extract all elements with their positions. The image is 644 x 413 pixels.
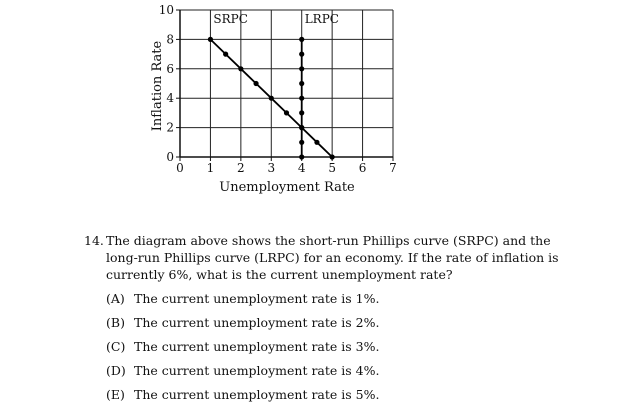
choice-letter: (D): [106, 363, 126, 378]
choice-text: The current unemployment rate is 3%.: [134, 339, 380, 354]
srpc-label: SRPC: [213, 12, 248, 26]
x-tick-label: 5: [328, 161, 336, 175]
lrpc-point: [299, 110, 304, 115]
srpc-point: [238, 66, 243, 71]
lrpc-point: [299, 96, 304, 101]
srpc-point: [269, 96, 274, 101]
y-tick-label: 10: [158, 3, 174, 17]
y-tick-label: 2: [166, 120, 174, 135]
answer-choices: [106, 291, 584, 402]
x-tick-label: 6: [358, 161, 367, 175]
question-block: [84, 232, 584, 411]
srpc-point: [253, 81, 258, 86]
x-axis-label: Unemployment Rate: [219, 180, 355, 195]
x-tick-label: 0: [176, 161, 184, 175]
choice-text: The current unemployment rate is 5%.: [134, 387, 380, 402]
x-tick-label: 2: [237, 161, 245, 175]
tick-labels: [159, 3, 397, 175]
lrpc-point: [299, 66, 304, 71]
lrpc-point: [299, 140, 304, 145]
choice-text: The current unemployment rate is 1%.: [134, 291, 380, 306]
choice-text: The current unemployment rate is 2%.: [134, 315, 380, 330]
question-number: 14.: [84, 233, 104, 248]
choice-a[interactable]: [106, 291, 584, 306]
question-text: The diagram above shows the short-run Phillips curve (SRPC) and the long-run Phillips curve (LRPC) for an economy. If the rate of inflation is currently 6%, what is the current unemployment rate?: [106, 233, 559, 282]
axes: [176, 10, 393, 161]
grid: [180, 10, 393, 157]
x-tick-label: 1: [206, 161, 215, 175]
lrpc-point: [299, 154, 304, 159]
lrpc-label: LRPC: [304, 12, 339, 26]
lrpc-point: [299, 81, 304, 86]
x-tick-label: 4: [297, 161, 306, 175]
choice-b[interactable]: [106, 315, 584, 330]
x-tick-label: 3: [267, 161, 276, 175]
choice-letter: (C): [106, 339, 126, 354]
y-tick-label: 8: [166, 32, 174, 47]
choice-letter: (E): [106, 387, 125, 402]
y-tick-label: 4: [166, 91, 174, 106]
srpc-point: [314, 140, 319, 145]
choice-e[interactable]: [106, 387, 584, 402]
x-tick-label: 7: [389, 161, 397, 175]
question-stem: [84, 232, 584, 283]
choice-letter: (B): [106, 315, 125, 330]
choice-c[interactable]: [106, 339, 584, 354]
srpc-point: [208, 37, 213, 42]
y-axis-label: Inflation Rate: [150, 40, 165, 132]
choice-text: The current unemployment rate is 4%.: [134, 363, 380, 378]
lrpc-point: [299, 52, 304, 57]
srpc-point: [284, 110, 289, 115]
lrpc-point: [299, 37, 304, 42]
choice-d[interactable]: [106, 363, 584, 378]
lrpc-point: [299, 125, 304, 130]
series: [208, 12, 339, 160]
srpc-point: [330, 154, 335, 159]
y-tick-label: 0: [166, 150, 174, 164]
y-tick-label: 6: [166, 61, 174, 76]
choice-letter: (A): [106, 291, 125, 306]
srpc-point: [223, 52, 228, 57]
